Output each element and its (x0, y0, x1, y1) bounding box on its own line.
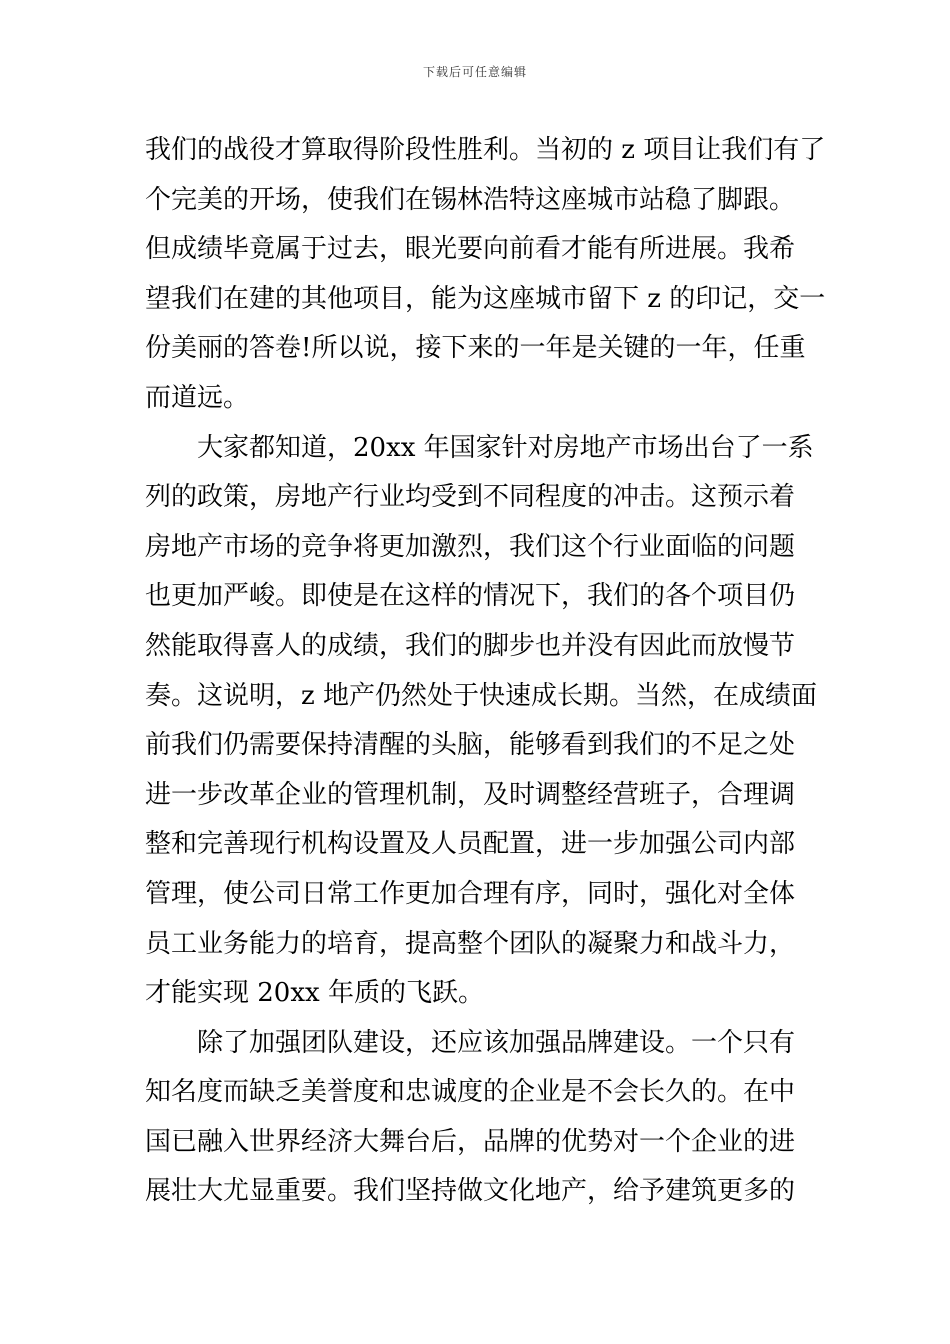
header-note: 下载后可任意编辑 (422, 65, 527, 79)
text-line: 份美丽的答卷!所以说，接下来的一年是关键的一年，任重 (145, 333, 806, 364)
text-line: 我们的战役才算取得阶段性胜利。当初的 z 项目让我们有了 (145, 135, 825, 165)
text-line: 国已融入世界经济大舞台后，品牌的优势对一个企业的进 (145, 1126, 796, 1157)
text-line: 房地产市场的竞争将更加激烈，我们这个行业面临的问题 (145, 531, 796, 562)
text-line: 展壮大尤显重要。我们坚持做文化地产，给予建筑更多的 (145, 1176, 796, 1207)
text-line: 进一步改革企业的管理机制，及时调整经营班子，合理调 (145, 779, 796, 810)
text-line: 除了加强团队建设，还应该加强品牌建设。一个只有 (197, 1027, 796, 1058)
text-line: 然能取得喜人的成绩，我们的脚步也并没有因此而放慢节 (145, 630, 796, 661)
text-line: 大家都知道，20xx 年国家针对房地产市场出台了一系 (197, 432, 814, 463)
document-body (145, 126, 825, 1217)
text-line: 才能实现 20xx 年质的飞跃。 (145, 978, 484, 1009)
text-line: 员工业务能力的培育，提高整个团队的凝聚力和战斗力， (145, 928, 796, 959)
text-line: 个完美的开场，使我们在锡林浩特这座城市站稳了脚跟。 (145, 184, 796, 215)
text-line: 管理，使公司日常工作更加合理有序，同时，强化对全体 (145, 878, 796, 909)
text-line: 列的政策，房地产行业均受到不同程度的冲击。这预示着 (145, 482, 796, 513)
text-line: 前我们仍需要保持清醒的头脑，能够看到我们的不足之处 (145, 730, 796, 761)
text-line: 望我们在建的其他项目，能为这座城市留下 z 的印记，交一 (145, 283, 825, 314)
text-line: 但成绩毕竟属于过去，眼光要向前看才能有所进展。我希 (145, 234, 796, 265)
text-line: 也更加严峻。即使是在这样的情况下，我们的各个项目仍 (145, 581, 796, 612)
text-line: 而道远。 (145, 382, 250, 413)
text-line: 知名度而缺乏美誉度和忠诚度的企业是不会长久的。在中 (145, 1077, 796, 1108)
text-line: 奏。这说明，z 地产仍然处于快速成长期。当然，在成绩面 (145, 680, 817, 711)
text-line: 整和完善现行机构设置及人员配置，进一步加强公司内部 (145, 829, 796, 860)
